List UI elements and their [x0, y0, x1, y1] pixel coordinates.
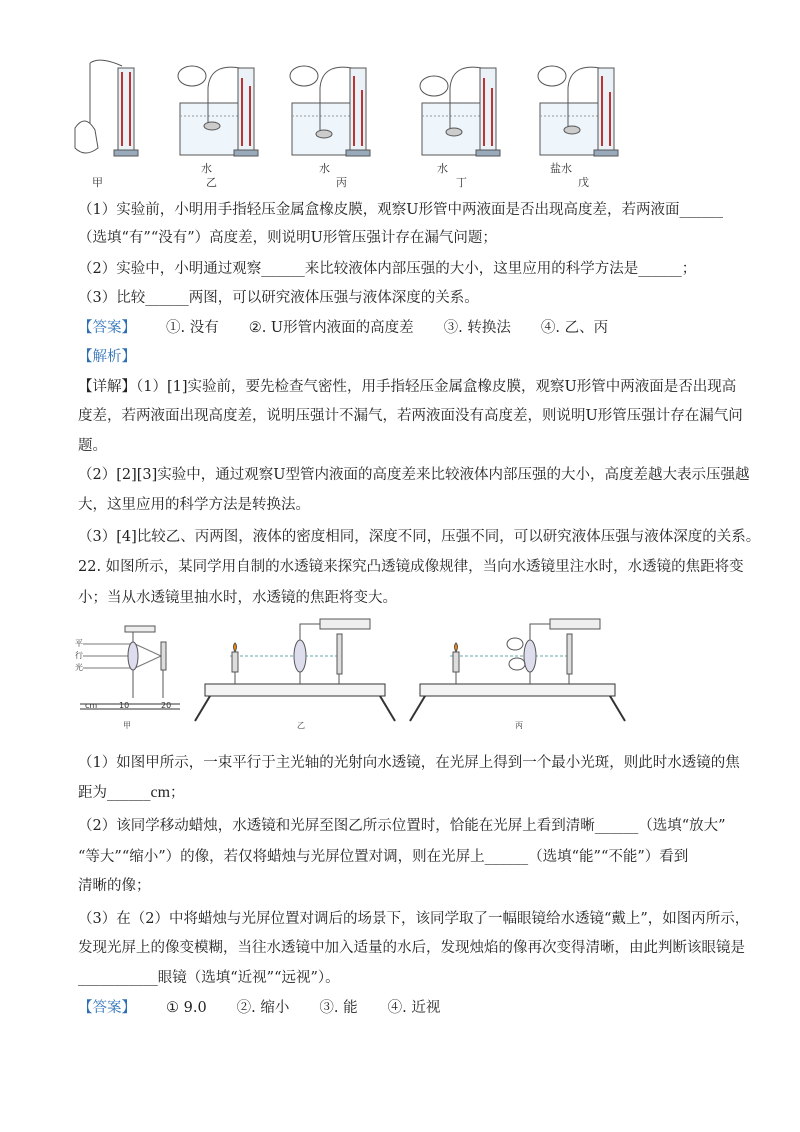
liquid-label-ding: 水: [437, 162, 448, 175]
blank-text: 距为______: [78, 785, 151, 801]
answer-label: 【答案】: [78, 320, 136, 336]
detail-text: （1）[1]实验前，要先检查气密性，用手指轻压金属盒橡皮膜，观察U形管中两液面是否出现高: [136, 379, 737, 395]
manometer-figure: [70, 58, 640, 193]
q21-detail-line4: （2）[2][3]实验中，通过观察U型管内液面的高度差来比较液体内部压强的大小，高度差越大表示压强越: [78, 467, 750, 483]
q21-detail-line3: 题。: [78, 438, 107, 454]
analysis-label: 【解析】: [78, 349, 136, 365]
q22-part1-line1: （1）如图甲所示，一束平行于主光轴的光射向水透镜，在光屏上得到一个最小光斑，则此时水透镜的焦: [78, 755, 740, 771]
parallel-light-char-1: 平: [75, 639, 83, 648]
q21-part3: （3）比较______两图，可以研究液体压强与液体深度的关系。: [78, 290, 479, 306]
manometer-ding: [420, 67, 500, 156]
q21-detail-line6: （3）[4]比较乙、丙两图，液体的密度相同，深度不同，压强不同，可以研究液体压强与液体深度的关系。: [78, 529, 761, 545]
figure-jia: [80, 626, 180, 709]
q21-detail-line5: 大，这里应用的科学方法是转换法。: [78, 497, 310, 513]
fig1-label-wu: 戊: [578, 176, 589, 189]
liquid-label-bing: 水: [319, 162, 330, 175]
q21-part1-line1: （1）实验前，小明用手指轻压金属盒橡皮膜，观察U形管中两液面是否出现高度差，若两液面______: [78, 202, 723, 218]
figure-bing: [410, 619, 625, 721]
q22-answer-row: [78, 998, 440, 1018]
fig1-label-ding: 丁: [456, 176, 467, 189]
q22-part3-line2: 发现光屏上的像变模糊，当往水透镜中加入适量的水后，发现烛焰的像再次变得清晰，由此判断该眼镜是: [78, 940, 745, 956]
fig1-label-bing: 丙: [336, 176, 347, 189]
q22-part2-line3: 清晰的像；: [78, 878, 151, 894]
water-lens-figure: [75, 616, 650, 741]
fig1-label-yi: 乙: [206, 176, 217, 189]
q21-detail-line2: 度差，若两液面出现高度差，说明压强计不漏气，若两液面没有高度差，则说明U形管压强计存在漏气问: [78, 408, 743, 424]
fig1-label-jia: 甲: [92, 176, 103, 189]
liquid-label-yi: 水: [201, 162, 212, 175]
parallel-light-char-2: 行: [75, 651, 83, 660]
liquid-label-wu: 盐水: [550, 162, 572, 175]
answer-item: ① 9.0: [166, 1000, 207, 1016]
manometer-wu: [538, 66, 618, 156]
q22-stem-line2: 小；当从水透镜里抽水时，水透镜的焦距将变大。: [78, 590, 397, 606]
q21-detail-line1: [78, 377, 736, 397]
q22-part3-line1: （3）在（2）中将蜡烛与光屏位置对调后的场景下，该同学取了一幅眼镜给水透镜“戴上”，如图丙所示，: [78, 911, 750, 927]
answer-item: ①. 没有: [166, 320, 219, 336]
punct: ；: [170, 785, 185, 801]
parallel-light-char-3: 光: [75, 663, 83, 672]
manometer-yi: [178, 66, 258, 156]
ruler-unit: cm: [85, 701, 98, 710]
fig2-label-yi: 乙: [297, 721, 305, 730]
answer-item: ②. U形管内液面的高度差: [248, 320, 414, 336]
q22-part3-line3: ___________眼镜（选填“近视”“远视”）。: [78, 970, 340, 986]
unit-cm: cm: [150, 784, 171, 801]
q22-part2-line2: “等大”“缩小”）的像，若仅将蜡烛与光屏位置对调，则在光屏上______（选填“能”“不能”）看到: [78, 849, 689, 865]
fig2-label-jia: 甲: [123, 721, 131, 730]
answer-label: 【答案】: [78, 1000, 136, 1016]
fig2-label-bing: 丙: [515, 721, 523, 730]
q22-part2-line1: （2）该同学移动蜡烛，水透镜和光屏至图乙所示位置时，恰能在光屏上看到清晰______（选填“放大”: [78, 818, 726, 834]
q22-stem-line1: 22. 如图所示，某同学用自制的水透镜来探究凸透镜成像规律，当向水透镜里注水时，水透镜的焦距将变: [78, 559, 744, 575]
answer-item: ③. 转换法: [443, 320, 511, 336]
manometer-jia: [75, 60, 138, 156]
ruler-tick-20: 20: [161, 701, 172, 710]
q22-part1-line2: [78, 783, 185, 803]
answer-item: ④. 乙、丙: [540, 320, 609, 336]
q21-part2: （2）实验中，小明通过观察______来比较液体内部压强的大小，这里应用的科学方法是______；: [78, 261, 697, 277]
manometer-bing: [290, 66, 370, 156]
figure-yi: [195, 619, 395, 721]
detail-label: 【详解】: [78, 379, 136, 395]
q21-answer-row: [78, 318, 608, 338]
answer-item: ④. 近视: [387, 1000, 441, 1016]
q21-part1-line2: （选填“有”“没有”）高度差，则说明U形管压强计存在漏气问题；: [78, 230, 497, 246]
answer-item: ②. 缩小: [236, 1000, 290, 1016]
answer-item: ③. 能: [319, 1000, 358, 1016]
ruler-tick-10: 10: [119, 701, 130, 710]
